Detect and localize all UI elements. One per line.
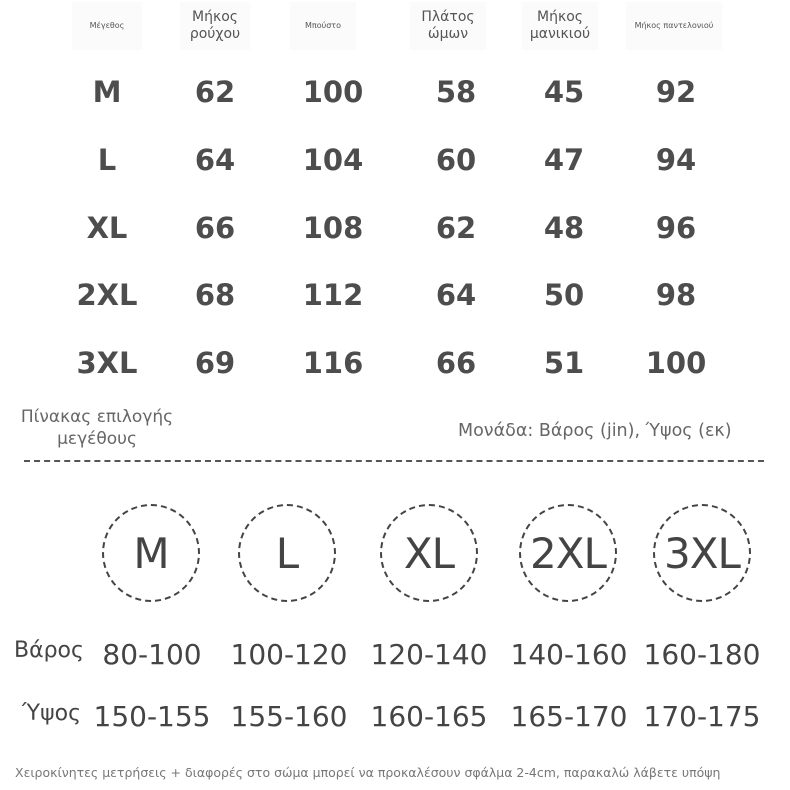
value-cell: 48 <box>543 211 585 245</box>
weight-range: 80-100 <box>102 638 202 671</box>
value-cell: 108 <box>302 211 364 245</box>
value-cell: 68 <box>194 278 236 312</box>
value-cell: 62 <box>435 211 477 245</box>
size-badge: XL <box>380 504 478 602</box>
weight-range: 120-140 <box>370 638 488 671</box>
value-cell: 98 <box>655 278 697 312</box>
header-shoulder-width: Πλάτος ώμων <box>410 2 486 50</box>
value-cell: 66 <box>194 211 236 245</box>
value-cell: 100 <box>645 346 707 380</box>
size-cell: L <box>97 143 117 177</box>
unit-note: Μονάδα: Βάρος (jin), Ύψος (εκ) <box>458 421 732 441</box>
weight-label: Βάρος <box>14 638 84 663</box>
value-cell: 104 <box>302 143 364 177</box>
header-pants-length: Μήκος παντελονιού <box>626 2 722 50</box>
size-badge: L <box>238 504 336 602</box>
value-cell: 112 <box>302 278 364 312</box>
value-cell: 92 <box>655 75 697 109</box>
value-cell: 66 <box>435 346 477 380</box>
dashed-divider <box>24 460 764 462</box>
value-cell: 50 <box>543 278 585 312</box>
footer-note: Χειροκίνητες μετρήσεις + διαφορές στο σώμα μπορεί να προκαλέσουν σφάλμα 2-4cm, παρακαλώ λάβετε υπόψη <box>15 765 721 780</box>
value-cell: 58 <box>435 75 477 109</box>
value-cell: 116 <box>302 346 364 380</box>
size-cell: M <box>92 75 122 109</box>
size-badge: 3XL <box>653 504 751 602</box>
weight-range: 100-120 <box>230 638 348 671</box>
value-cell: 64 <box>435 278 477 312</box>
value-cell: 94 <box>655 143 697 177</box>
header-size: Μέγεθος <box>72 2 142 50</box>
height-range: 150-155 <box>93 700 211 733</box>
value-cell: 45 <box>543 75 585 109</box>
height-range: 165-170 <box>510 700 628 733</box>
value-cell: 69 <box>194 346 236 380</box>
size-badge: 2XL <box>519 504 617 602</box>
header-garment-length: Μήκος ρούχου <box>180 2 250 50</box>
weight-range: 160-180 <box>643 638 761 671</box>
header-sleeve-length: Μήκος μανικιού <box>522 2 598 50</box>
value-cell: 60 <box>435 143 477 177</box>
weight-range: 140-160 <box>510 638 628 671</box>
value-cell: 62 <box>194 75 236 109</box>
size-cell: 2XL <box>76 278 138 312</box>
value-cell: 51 <box>543 346 585 380</box>
value-cell: 100 <box>302 75 364 109</box>
height-range: 155-160 <box>230 700 348 733</box>
value-cell: 47 <box>543 143 585 177</box>
value-cell: 64 <box>194 143 236 177</box>
size-cell: 3XL <box>76 346 138 380</box>
selection-title: Πίνακας επιλογής μεγέθους <box>20 407 174 450</box>
size-cell: XL <box>86 211 128 245</box>
size-badge: M <box>102 504 200 602</box>
height-label: Ύψος <box>22 701 82 726</box>
height-range: 160-165 <box>370 700 488 733</box>
header-bust: Μπούστο <box>290 2 356 50</box>
value-cell: 96 <box>655 211 697 245</box>
height-range: 170-175 <box>643 700 761 733</box>
